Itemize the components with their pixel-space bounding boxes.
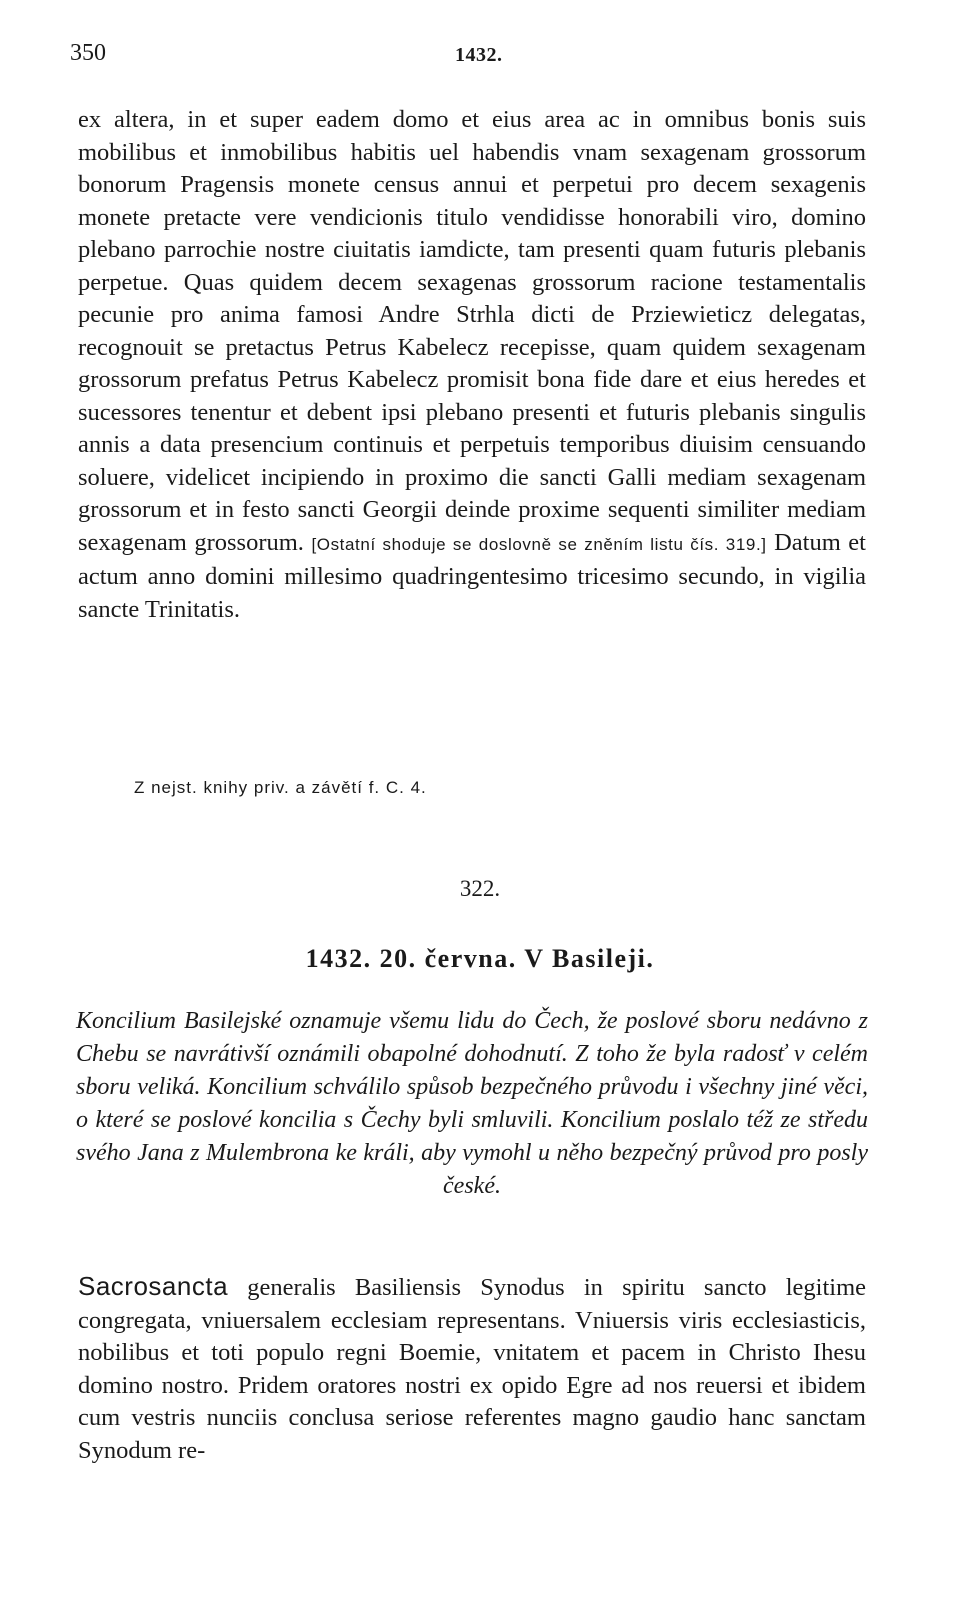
running-header-year: 1432. [455, 44, 503, 66]
source-citation: Z nejst. knihy priv. a závětí f. C. 4. [134, 778, 427, 797]
document-text-body: generalis Basiliensis Synodus in spiritu sancto legitime congregata, vniuersalem ecclesiam representans. Vniuersis viris ecclesiasticis, nobilibus et toti populo regni Boemie, vnitatem et pacem in Christo Ihesu domino nostro. Pridem oratores nostri ex opido Egre ad nos reuersi et ibidem cum vestris nunciis conclusa seriose referentes magno gaudio hanc sanctam Synodum re- [78, 1274, 866, 1464]
document-number: 322. [459, 876, 501, 901]
document-text [78, 1270, 866, 1467]
continuation-text: ex altera, in et super eadem domo et eius area ac in omnibus bonis suis mobilibus et inmobilibus habitis uel habendis vnam sexagenam grossorum bonorum Pragensis monete census annui et perpetui pro decem sexagenis monete pretacte vere vendicionis titulo vendidisse honorabili viro, domino plebano parrochie nostre ciuitatis iamdicte, tam presenti quam futuris plebanis perpetue. Quas quidem decem sexagenas grossorum racione testamentalis pecunie pro anima famosi Andre Strhla dicti de Prziewieticz delegatas, recognouit se pretactus Petrus Kabelecz recepisse, quam quidem sexagenam grossorum prefatus Petrus Kabelecz promisit bona fide dare et eius heredes et sucessores tenentur et debent ipsi plebano presenti et futuris plebanis singulis annis a data presencium continuis et perpetuis temporibus diuisim censuando soluere, videlicet incipiendo in proximo die sancti Galli mediam sexagenam grossorum et in festo sancti Georgii deinde proxime sequenti similiter mediam sexagenam grossorum. [78, 106, 866, 556]
document-date-heading: 1432. 20. června. V Basileji. [305, 944, 655, 973]
regest-summary: Koncilium Basilejské oznamuje všemu lidu do Čech, že poslové sboru nedávno z Chebu se navrátivší oznámili obapolné dohodnutí. Z toho že byla radosť v celém sboru veliká. Koncilium schválilo spůsob bezpečného průvodu i všechny jiné věci, o které se poslové koncilia s Čechy byli smluvili. Koncilium poslalo též ze středu svého Jana z Mulembrona ke králi, aby vymohl u něho bezpečný průvod pro posly české. [76, 1008, 868, 1199]
dating-clause: Datum et actum anno domini millesimo quadringentesimo tricesimo secundo, in vigilia sancte Trinitatis. [78, 528, 866, 623]
editor-note: [Ostatní shoduje se doslovně se zněním listu čís. 319.] [311, 534, 767, 554]
initial-word: Sacrosancta [78, 1271, 229, 1301]
continuation-paragraph [78, 104, 866, 626]
page-number: 350 [70, 40, 106, 66]
